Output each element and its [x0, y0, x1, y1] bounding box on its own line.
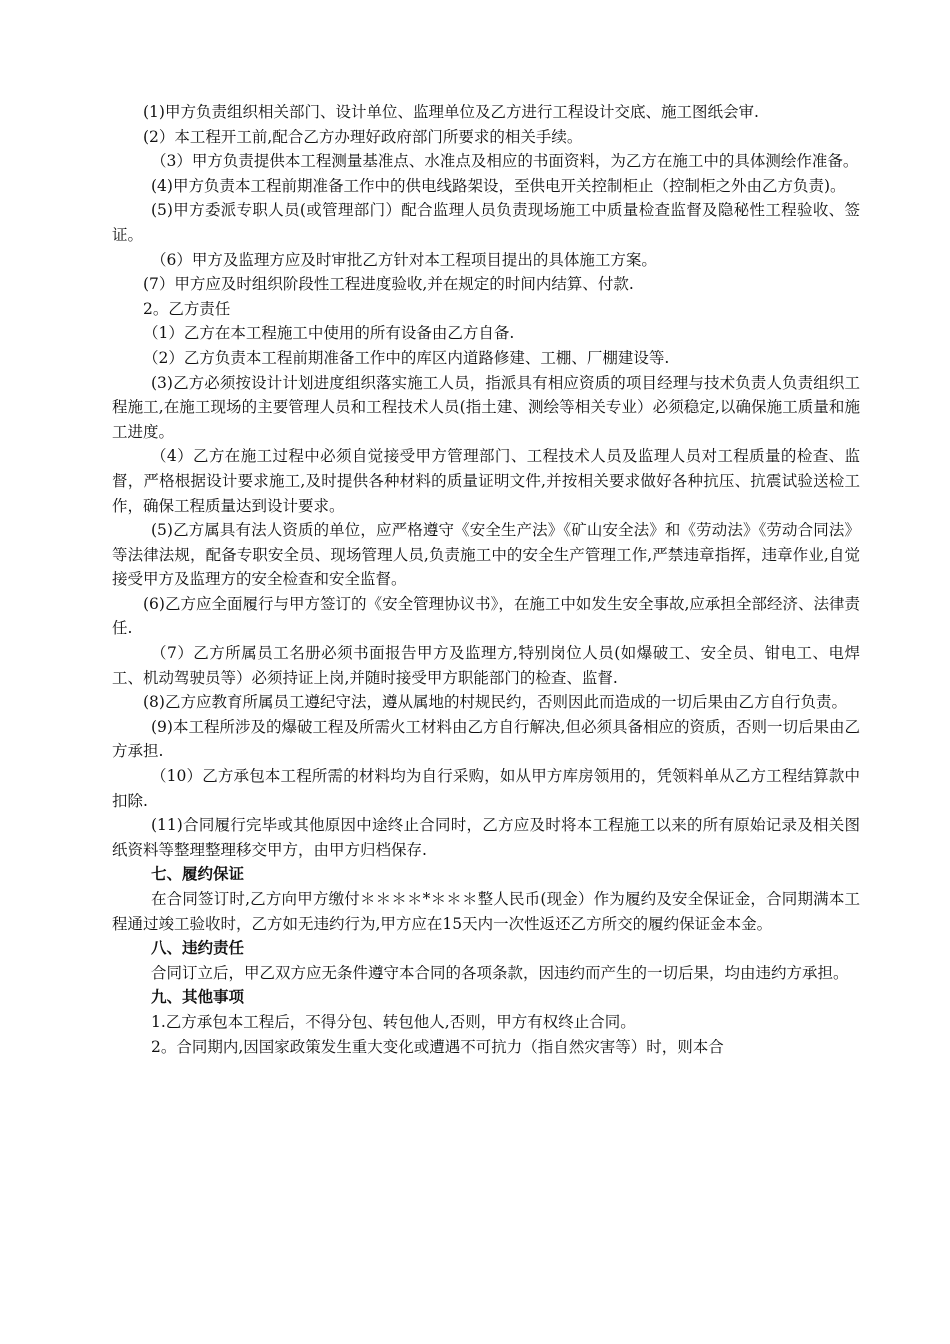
paragraph: （3）甲方负责提供本工程测量基准点、水准点及相应的书面资料，为乙方在施工中的具体测绘作准备。 [151, 152, 859, 171]
section-heading: 八、违约责任 [151, 938, 245, 958]
paragraph: (7）甲方应及时组织阶段性工程进度验收,并在规定的时间内结算、付款. [143, 275, 634, 294]
paragraph: （10）乙方承包本工程所需的材料均为自行采购，如从甲方库房领用的，凭领料单从乙方工程结算款中扣除. [112, 767, 860, 810]
section-subheading: 2。乙方责任 [143, 299, 231, 318]
paragraph: (5)乙方属具有法人资质的单位，应严格遵守《安全生产法》《矿山安全法》和《劳动法》《劳动合同法》等法律法规，配备专职安全员、现场管理人员,负责施工中的安全生产管理工作,严禁违章指挥，违章作业,自觉接受甲方及监理方的安全检查和安全监督。 [112, 521, 860, 589]
paragraph: (3)乙方必须按设计计划进度组织落实施工人员，指派具有相应资质的项目经理与技术负责人负责组织工程施工,在施工现场的主要管理人员和工程技术人员(指土建、测绘等相关专业）必须稳定,以确保施工质量和施工进度。 [112, 373, 860, 441]
section-heading: 七、履约保证 [151, 864, 245, 884]
paragraph: （4）乙方在施工过程中必须自觉接受甲方管理部门、工程技术人员及监理人员对工程质量的检查、监督，严格根据设计要求施工,及时提供各种材料的质量证明文件,并按相关要求做好各种抗压、抗震试验送检工作，确保工程质量达到设计要求。 [112, 447, 860, 515]
paragraph: 合同订立后，甲乙双方应无条件遵守本合同的各项条款，因违约而产生的一切后果，均由违约方承担。 [151, 963, 849, 982]
paragraph: (11)合同履行完毕或其他原因中途终止合同时，乙方应及时将本工程施工以来的所有原始记录及相关图纸资料等整理整理移交甲方，由甲方归档保存. [112, 816, 860, 859]
paragraph: 在合同签订时,乙方向甲方缴付＊＊＊＊*＊＊＊整人民币(现金）作为履约及安全保证金，合同期满本工程通过竣工验收时，乙方如无违约行为,甲方应在15天内一次性返还乙方所交的履约保证金本金。 [112, 890, 860, 933]
section-heading: 九、其他事项 [151, 987, 245, 1007]
paragraph: (2）本工程开工前,配合乙方办理好政府部门所要求的相关手续。 [143, 127, 583, 146]
paragraph: (6)乙方应全面履行与甲方签订的《安全管理协议书》，在施工中如发生安全事故,应承担全部经济、法律责任. [112, 594, 860, 638]
paragraph: (4)甲方负责本工程前期准备工作中的供电线路架设，至供电开关控制柜止（控制柜之外由乙方负责)。 [151, 176, 846, 195]
paragraph: （2）乙方负责本工程前期准备工作中的库区内道路修建、工棚、厂棚建设等. [143, 348, 670, 367]
paragraph: 1.乙方承包本工程后，不得分包、转包他人,否则，甲方有权终止合同。 [151, 1012, 636, 1031]
paragraph: (5)甲方委派专职人员(或管理部门）配合监理人员负责现场施工中质量检查监督及隐秘性工程验收、签证。 [112, 201, 860, 244]
paragraph: （7）乙方所属员工名册必须书面报告甲方及监理方,特别岗位人员(如爆破工、安全员、钳电工、电焊工、机动驾驶员等）必须持证上岗,并随时接受甲方职能部门的检查、监督. [112, 644, 860, 687]
paragraph: (8)乙方应教育所属员工遵纪守法，遵从属地的村规民约，否则因此而造成的一切后果由乙方自行负责。 [143, 693, 847, 712]
paragraph: （6）甲方及监理方应及时审批乙方针对本工程项目提出的具体施工方案。 [151, 250, 657, 269]
paragraph: (1)甲方负责组织相关部门、设计单位、监理单位及乙方进行工程设计交底、施工图纸会审. [143, 103, 759, 121]
paragraph: 2。合同期内,因国家政策发生重大变化或遭遇不可抗力（指自然灾害等）时，则本合 [151, 1037, 724, 1056]
paragraph: （1）乙方在本工程施工中使用的所有设备由乙方自备. [143, 324, 515, 343]
paragraph: (9)本工程所涉及的爆破工程及所需火工材料由乙方自行解决,但必须具备相应的资质，否则一切后果由乙方承担. [112, 717, 860, 761]
